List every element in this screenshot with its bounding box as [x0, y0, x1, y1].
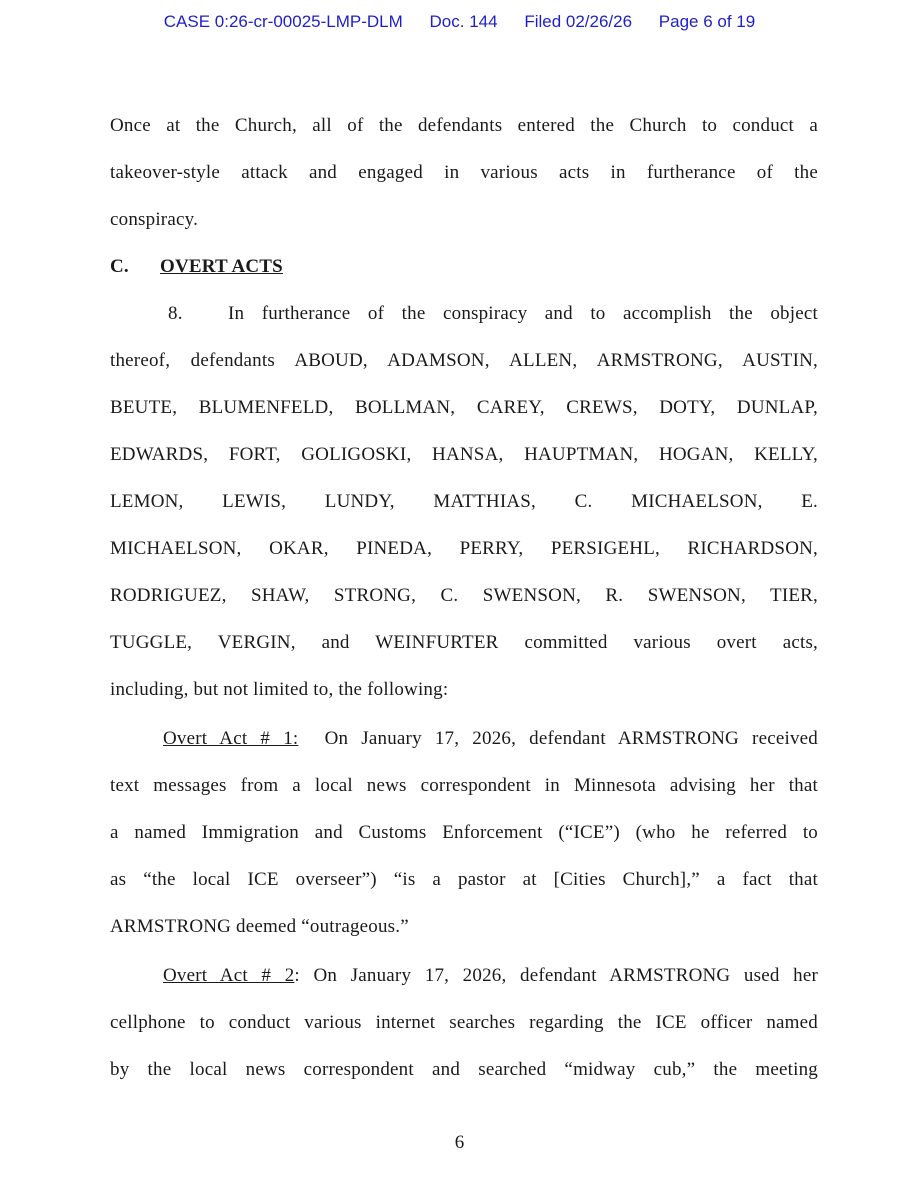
overt-act-1: [110, 715, 818, 950]
text-line: a named Immigration and Customs Enforcement (“ICE”) (who he referred to: [110, 822, 818, 843]
text-line: cellphone to conduct various internet searches regarding the ICE officer named: [110, 1012, 818, 1033]
section-letter: C.: [110, 256, 129, 277]
page-count: Page 6 of 19: [658, 12, 756, 31]
doc-number: Doc. 144: [429, 12, 498, 31]
overt-act-label: Overt Act # 2: [163, 965, 295, 986]
case-number: CASE 0:26-cr-00025-LMP-DLM: [163, 12, 403, 31]
text-line: TUGGLE, VERGIN, and WEINFURTER committed various overt acts,: [110, 632, 818, 653]
text-line: BEUTE, BLUMENFELD, BOLLMAN, CAREY, CREWS, DOTY, DUNLAP,: [110, 397, 818, 418]
overt-act-2: [110, 952, 818, 1093]
text-line: Once at the Church, all of the defendants entered the Church to conduct a: [110, 115, 818, 136]
text-line: MICHAELSON, OKAR, PINEDA, PERRY, PERSIGEHL, RICHARDSON,: [110, 538, 818, 559]
text-line: as “the local ICE overseer”) “is a pastor at [Cities Church],” a fact that: [110, 869, 818, 890]
paragraph-8: [110, 290, 818, 713]
text-line: LEMON, LEWIS, LUNDY, MATTHIAS, C. MICHAELSON, E.: [110, 491, 818, 512]
text-line: Overt Act # 1: On January 17, 2026, defendant ARMSTRONG received: [163, 728, 818, 749]
overt-act-label: Overt Act # 1:: [163, 728, 299, 749]
intro-paragraph: [110, 102, 818, 243]
section-title: OVERT ACTS: [160, 256, 283, 277]
text-line: text messages from a local news correspondent in Minnesota advising her that: [110, 775, 818, 796]
text-line: Overt Act # 2: On January 17, 2026, defendant ARMSTRONG used her: [163, 965, 819, 986]
page-number: 6: [454, 1132, 465, 1153]
case-header: [0, 12, 919, 32]
text-line: 8. In furtherance of the conspiracy and to accomplish the object: [110, 290, 818, 337]
text-line: ARMSTRONG deemed “outrageous.”: [110, 916, 409, 937]
filed-date: Filed 02/26/26: [524, 12, 633, 31]
document-body: [110, 102, 818, 1093]
text-line: RODRIGUEZ, SHAW, STRONG, C. SWENSON, R. SWENSON, TIER,: [110, 585, 818, 606]
paragraph-number: 8.: [168, 303, 183, 324]
text-line: by the local news correspondent and searched “midway cub,” the meeting: [110, 1059, 818, 1080]
text-line: conspiracy.: [110, 209, 199, 230]
text-line: takeover-style attack and engaged in various acts in furtherance of the: [110, 162, 818, 183]
text-line: including, but not limited to, the following:: [110, 679, 449, 700]
text-line: thereof, defendants ABOUD, ADAMSON, ALLEN, ARMSTRONG, AUSTIN,: [110, 350, 818, 371]
text-line: EDWARDS, FORT, GOLIGOSKI, HANSA, HAUPTMAN, HOGAN, KELLY,: [110, 444, 818, 465]
section-heading: [110, 243, 818, 290]
